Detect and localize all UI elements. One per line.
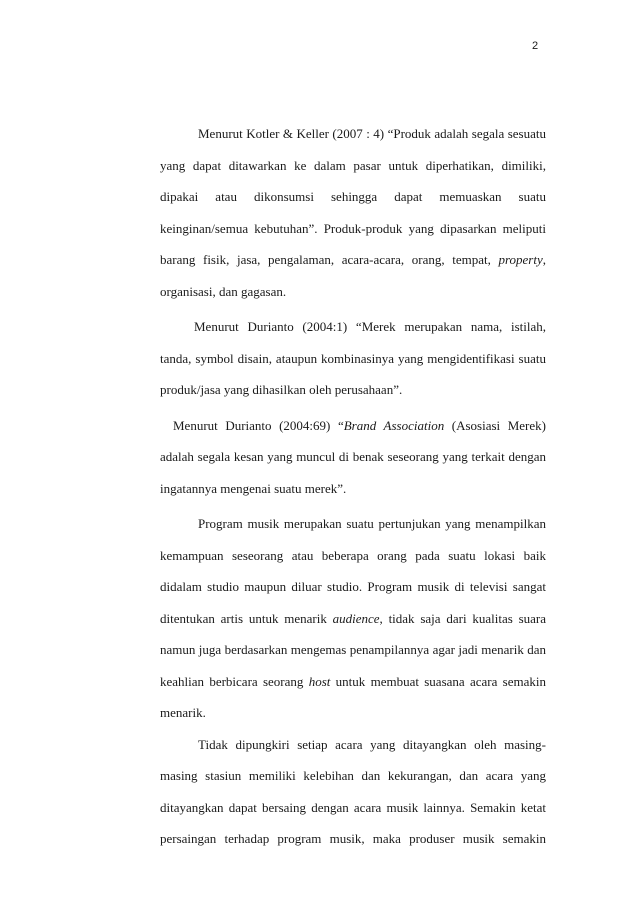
italic-term-audience: audience <box>332 610 380 626</box>
text-segment: Menurut Durianto (2004:69) “ <box>173 417 344 433</box>
text-segment: untuk membuat suasana acara semakin menarik. <box>160 673 546 720</box>
italic-term-property: property <box>498 252 543 267</box>
text-segment: Program musik merupakan suatu pertunjukan yang menampilkan kemampuan seseorang atau beberapa orang pada suatu lokasi baik didalam studio maupun diluar studio. Program musik di televisi sangat ditentukan artis untuk menarik <box>160 516 546 626</box>
page-number: 2 <box>532 40 539 52</box>
italic-term-host: host <box>308 673 331 689</box>
paragraph-kotler-keller <box>160 118 546 307</box>
paragraph-persaingan <box>160 729 546 855</box>
italic-term-brand-association: Brand Association <box>343 417 445 433</box>
paragraph-program-musik <box>160 508 546 729</box>
text-segment: (Asosiasi Merek) adalah segala kesan yang muncul di benak seseorang yang terkait dengan ingatannya mengenai suatu merek”. <box>160 417 546 496</box>
text-segment: Menurut Durianto (2004:1) “Merek merupakan nama, istilah, tanda, symbol disain, ataupun kombinasinya yang mengidentifikasi suatu produk/jasa yang dihasilkan oleh perusahaan”. <box>160 319 546 397</box>
text-segment: Menurut Kotler & Keller (2007 : 4) “Produk adalah segala sesuatu yang dapat ditawarkan ke dalam pasar untuk diperhatikan, dimiliki, dipakai atau dikonsumsi sehingga dapat memuaskan suatu keinginan/semua kebutuhan”. Produk-produk yang dipasarkan meliputi barang fisik, jasa, pengalaman, acara-acara, orang, tempat, <box>160 126 546 267</box>
paragraph-brand-association <box>160 410 546 505</box>
text-segment: , tidak saja dari kualitas suara namun juga berdasarkan mengemas penampilannya agar jadi menarik dan keahlian berbicara seorang <box>160 610 546 689</box>
document-body <box>160 118 546 855</box>
text-segment: Tidak dipungkiri setiap acara yang ditayangkan oleh masing-masing stasiun memiliki kelebihan dan kekurangan, dan acara yang ditayangkan dapat bersaing dengan acara musik lainnya. Semakin ketat persaingan terhadap program musik, maka produser musik semakin <box>160 736 546 846</box>
paragraph-durianto-merek <box>160 311 546 406</box>
text-segment: , organisasi, dan gagasan. <box>160 252 546 299</box>
